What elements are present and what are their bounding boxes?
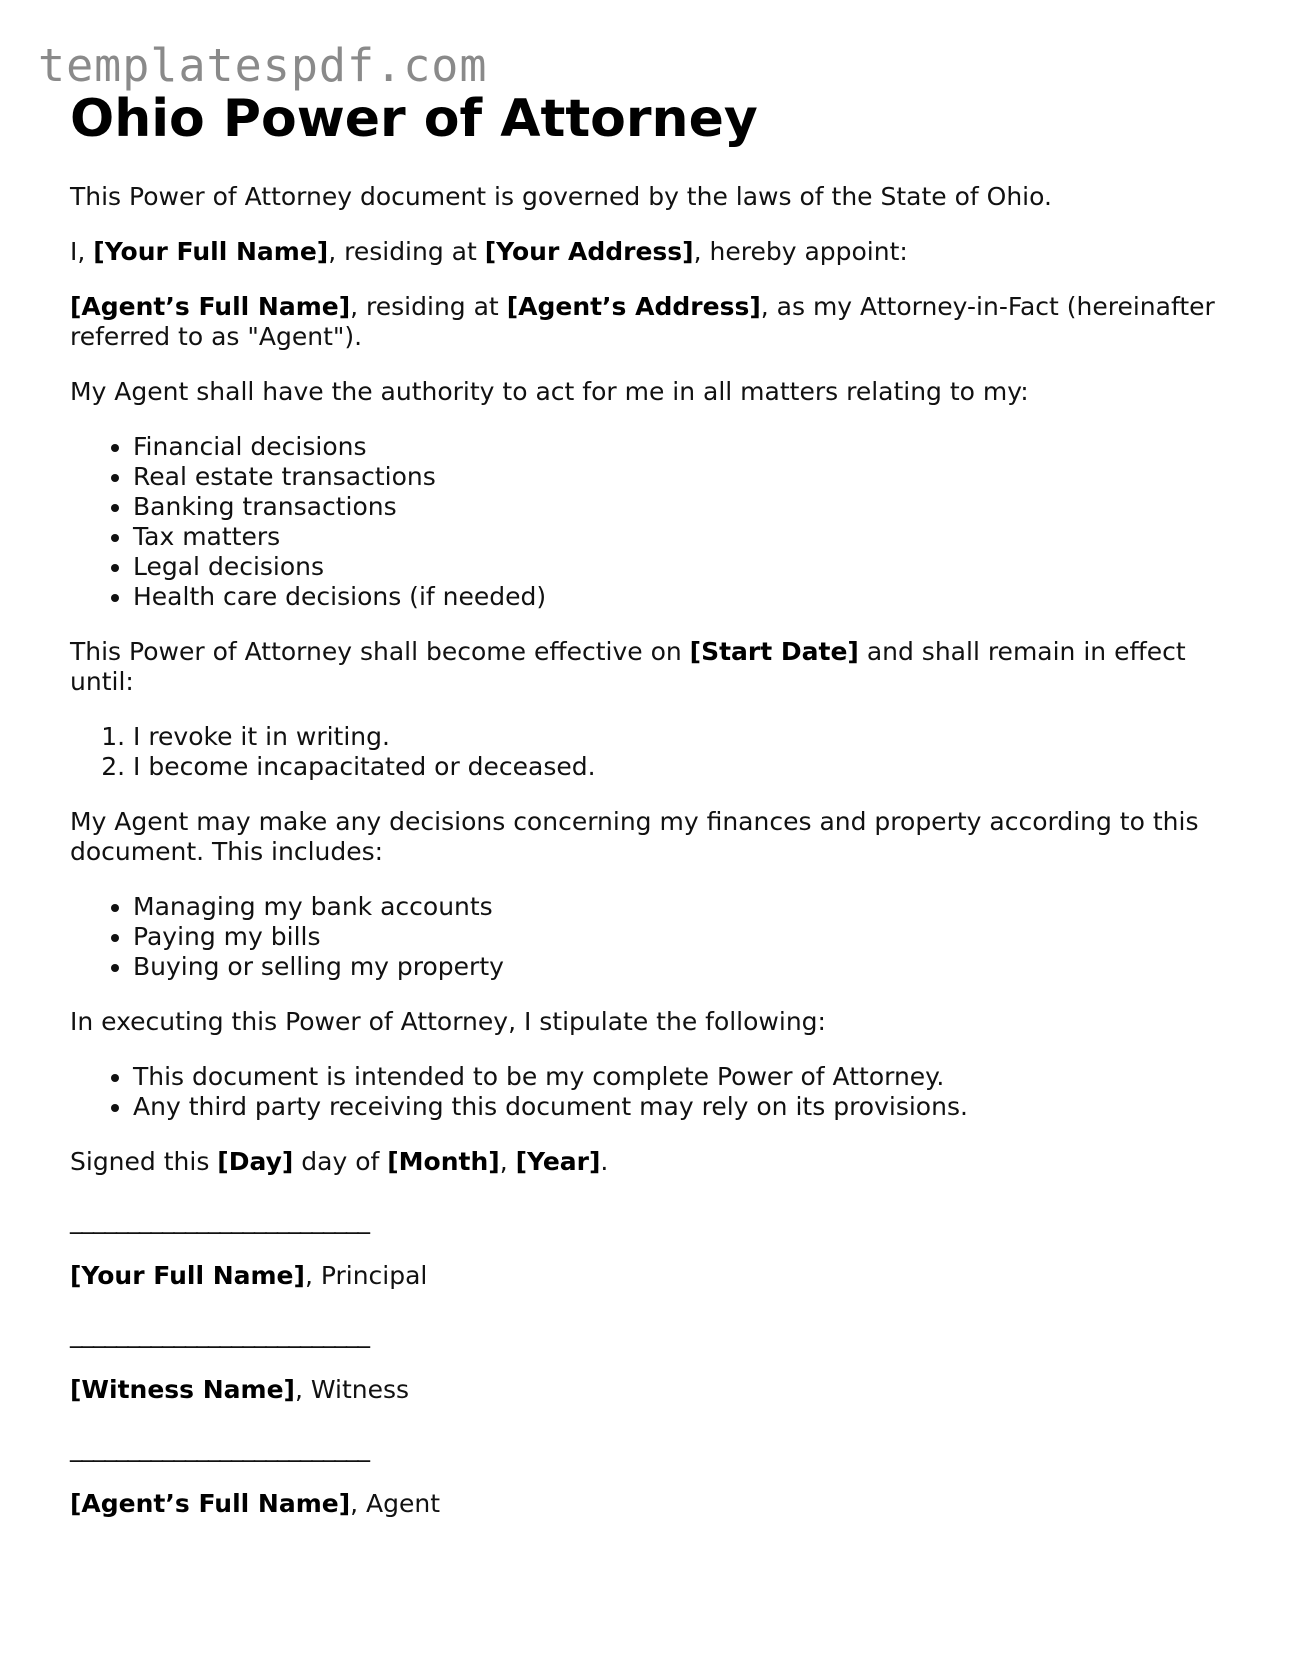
month-placeholder: [Month] <box>387 1147 500 1176</box>
principal-signature-name: [Your Full Name] <box>70 1261 305 1290</box>
stipulation-list <box>70 1062 1230 1122</box>
intro-paragraph: This Power of Attorney document is governed by the laws of the State of Ohio. <box>70 182 1052 211</box>
list-item: • Paying my bills <box>133 922 1230 952</box>
effective-suffix: and shall remain in effect until: <box>70 637 1186 696</box>
document-body <box>70 88 1230 1519</box>
signed-middle: day of <box>293 1147 388 1176</box>
list-item: • Financial decisions <box>133 432 1230 462</box>
list-item: 1. I revoke it in writing. <box>133 722 1230 752</box>
authority-intro: My Agent shall have the authority to act for me in all matters relating to my: <box>70 377 1029 406</box>
agent-address-placeholder: [Agent’s Address] <box>506 292 761 321</box>
principal-signature-label <box>70 1261 1230 1291</box>
termination-list <box>70 722 1230 782</box>
witness-signature-line: __________________________ <box>70 1319 369 1348</box>
principal-address-placeholder: [Your Address] <box>484 237 694 266</box>
agent-name-placeholder: [Agent’s Full Name] <box>70 292 351 321</box>
authority-list <box>70 432 1230 612</box>
agent-residing-text: , residing at <box>350 292 507 321</box>
witness-signature-role: , Witness <box>294 1375 410 1404</box>
list-item: • Managing my bank accounts <box>133 892 1230 922</box>
agent-signature-label <box>70 1489 1230 1519</box>
signed-suffix: . <box>600 1147 609 1176</box>
effective-prefix: This Power of Attorney shall become effective on <box>70 637 690 666</box>
decisions-list <box>70 892 1230 982</box>
effective-clause-paragraph <box>70 637 1230 697</box>
list-item: 2. I become incapacitated or deceased. <box>133 752 1230 782</box>
list-item: • Real estate transactions <box>133 462 1230 492</box>
year-placeholder: [Year] <box>515 1147 601 1176</box>
list-item: • Banking transactions <box>133 492 1230 522</box>
witness-signature-name: [Witness Name] <box>70 1375 295 1404</box>
list-item: • Legal decisions <box>133 552 1230 582</box>
list-item: • This document is intended to be my complete Power of Attorney. <box>133 1062 1230 1092</box>
stipulation-intro: In executing this Power of Attorney, I stipulate the following: <box>70 1007 826 1036</box>
watermark: templatespdf.com <box>38 39 488 92</box>
appointment-suffix: , hereby appoint: <box>693 237 908 266</box>
agent-signature-role: , Agent <box>350 1489 441 1518</box>
principal-name-placeholder: [Your Full Name] <box>93 237 329 266</box>
list-item: • Buying or selling my property <box>133 952 1230 982</box>
day-placeholder: [Day] <box>217 1147 294 1176</box>
agent-clause-paragraph <box>70 292 1230 352</box>
witness-signature-label <box>70 1375 1230 1405</box>
appointment-residing-text: , residing at <box>328 237 485 266</box>
agent-signature-name: [Agent’s Full Name] <box>70 1489 351 1518</box>
principal-signature-role: , Principal <box>304 1261 428 1290</box>
agent-signature-line: __________________________ <box>70 1433 369 1462</box>
start-date-placeholder: [Start Date] <box>689 637 859 666</box>
signed-comma: , <box>499 1147 516 1176</box>
decisions-intro: My Agent may make any decisions concerning my finances and property according to this document. This includes: <box>70 807 1199 866</box>
signed-clause-paragraph <box>70 1147 1230 1177</box>
principal-signature-line: __________________________ <box>70 1205 369 1234</box>
agent-clause-suffix: , as my Attorney-in-Fact (hereinafter referred to as "Agent"). <box>70 292 1215 351</box>
list-item: • Health care decisions (if needed) <box>133 582 1230 612</box>
document-title: Ohio Power of Attorney <box>70 89 758 149</box>
appointment-paragraph <box>70 237 1230 267</box>
signed-prefix: Signed this <box>70 1147 218 1176</box>
list-item: • Any third party receiving this document may rely on its provisions. <box>133 1092 1230 1122</box>
appointment-prefix: I, <box>70 237 94 266</box>
list-item: • Tax matters <box>133 522 1230 552</box>
